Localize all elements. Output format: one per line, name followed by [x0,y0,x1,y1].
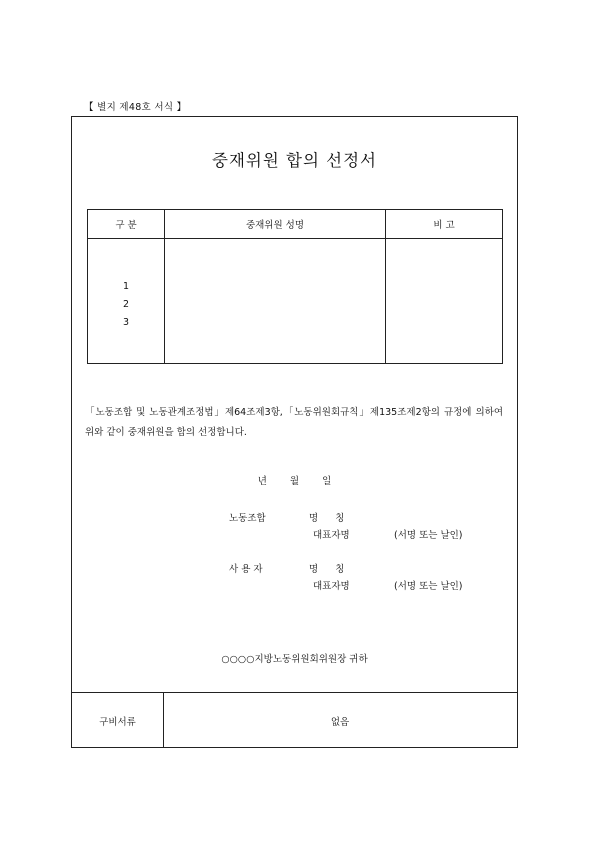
legal-statement: 「노동조합 및 노동관계조정법」제64조제3항,「노동위원회규칙」제135조제2항의 규정에 의하여 위와 같이 중재위원을 합의 선정합니다. [85,407,503,438]
date-line [72,473,517,487]
header-category: 구 분 [88,210,165,239]
table-header-row [88,210,503,239]
arbitrator-name-cell[interactable] [165,239,386,364]
row-number-2: 2 [122,299,130,310]
form-title: 중재위원 합의 선정서 [212,151,377,170]
form-id-label: 【 별지 제48호 서식 】 [84,102,187,113]
date-year: 년 [257,476,267,487]
union-role: 노동조합 [229,513,266,524]
employer-role: 사 용 자 [229,564,263,575]
attachments-row [72,692,517,748]
date-day: 일 [322,476,332,487]
form-frame [71,116,518,748]
employer-rep-label: 대표자명 [313,581,350,592]
committee-table [87,209,503,364]
union-rep-label: 대표자명 [313,530,350,541]
row-number-1: 1 [122,281,130,292]
category-cell [88,239,165,364]
header-arbitrator-name: 중재위원 성명 [165,210,386,239]
attachments-value: 없음 [330,716,350,728]
addressee-line: ○○○○지방노동위원회위원장 귀하 [221,654,368,665]
row-number-3: 3 [122,317,130,328]
table-row [88,239,503,364]
header-remarks: 비 고 [386,210,503,239]
union-name-label: 명 칭 [309,513,352,524]
remarks-cell[interactable] [386,239,503,364]
date-month: 월 [289,476,300,487]
employer-name-label: 명 칭 [309,564,352,575]
employer-sign-note: (서명 또는 날인) [394,581,463,592]
attachments-label: 구비서류 [72,693,164,748]
union-sign-note: (서명 또는 날인) [394,530,463,541]
